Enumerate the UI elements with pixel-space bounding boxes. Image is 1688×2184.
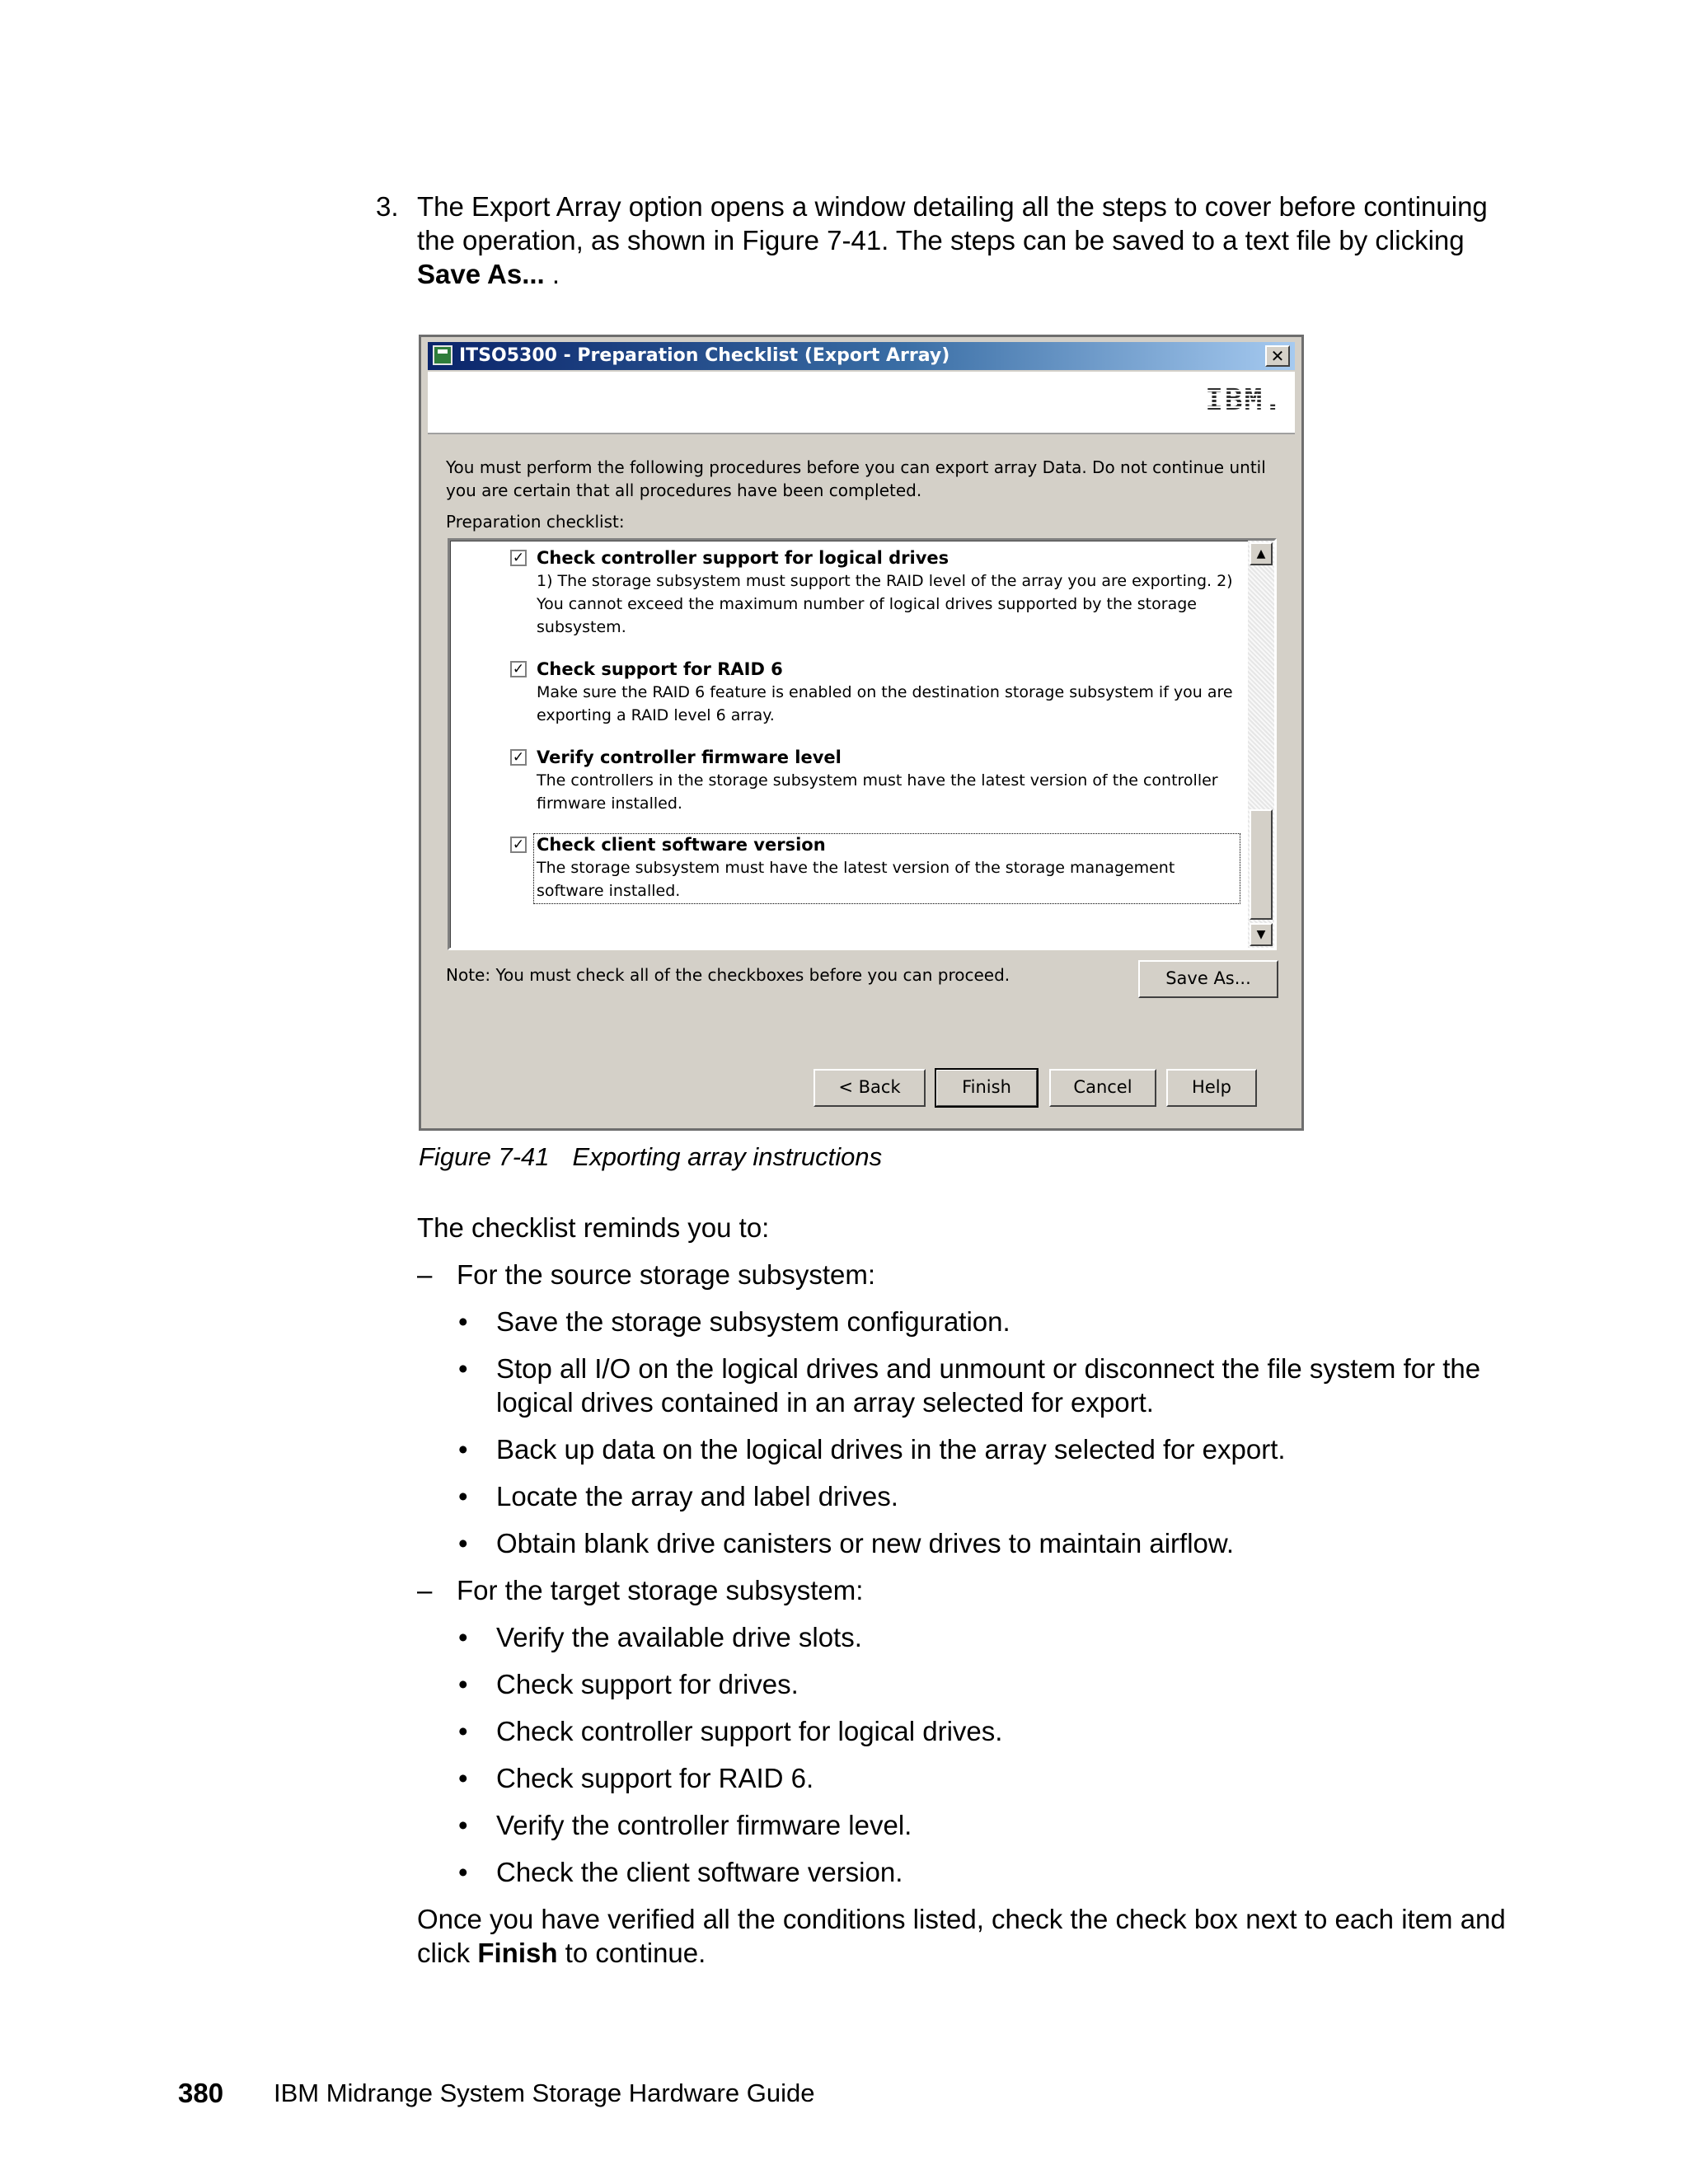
close-icon: ✕ [1270, 346, 1285, 366]
target-heading: For the target storage subsystem: [457, 1575, 864, 1605]
ibm-logo: IBM. [1205, 383, 1283, 417]
source-item: Save the storage subsystem configuration. [496, 1306, 1010, 1337]
checklist-item-description: 1) The storage subsystem must support the RAID level of the array you are exporting. 2) You cannot exceed the maximum number of logical drives supported by the storage subsystem. [537, 572, 1233, 636]
dialog-banner [428, 372, 1295, 434]
source-item: Obtain blank drive canisters or new drives to maintain airflow. [496, 1528, 1235, 1558]
check-mark-icon: ✓ [512, 661, 525, 677]
source-item: Locate the array and label drives. [496, 1481, 898, 1511]
finish-button[interactable]: Finish [935, 1069, 1038, 1107]
checklist-label: Preparation checklist: [446, 512, 625, 532]
dash-marker: – [417, 1575, 433, 1605]
source-item: Back up data on the logical drives in the array selected for export. [496, 1434, 1286, 1465]
source-heading: For the source storage subsystem: [457, 1259, 876, 1290]
scroll-down-button[interactable] [1250, 923, 1273, 946]
checkbox[interactable] [510, 837, 527, 853]
scroll-up-icon: ▲ [1256, 547, 1266, 560]
bullet-marker: • [458, 1481, 468, 1511]
bullet-marker: • [458, 1810, 468, 1840]
bullet-marker: • [458, 1434, 468, 1465]
step-3-save-as-bold: Save As... [417, 259, 545, 289]
bullet-marker: • [458, 1669, 468, 1699]
figure-caption [419, 1141, 882, 1174]
step-3-text-before: The Export Array option opens a window detailing all the steps to cover before continuing the operation, as shown in Figure 7-41. The steps can be saved to a text file by clicking [417, 191, 1488, 255]
checklist-item-title: Check controller support for logical drives [537, 548, 950, 568]
source-item: Stop all I/O on the logical drives and unmount or disconnect the file system for the logical drives contained in an array selected for export. [496, 1353, 1481, 1418]
scroll-down-icon: ▼ [1256, 928, 1266, 941]
dialog-title: ITSO5300 - Preparation Checklist (Export Array) [459, 345, 950, 366]
step-3-text-after: . [544, 259, 560, 289]
check-mark-icon: ✓ [512, 837, 525, 853]
bullet-marker: • [458, 1353, 468, 1384]
dialog-note: Note: You must check all of the checkboxes before you can proceed. [446, 965, 1010, 985]
checklist-item-title: Check support for RAID 6 [537, 659, 783, 679]
bullet-marker: • [458, 1763, 468, 1793]
figure-title: Exporting array instructions [572, 1142, 883, 1171]
bullet-marker: • [458, 1528, 468, 1558]
dialog-title-bar [428, 342, 1295, 370]
bullet-marker: • [458, 1716, 468, 1746]
dialog-intro-text: You must perform the following procedures before you can export array Data. Do not continue until you are certain that all procedures have been completed. [446, 457, 1266, 500]
scroll-up-button[interactable] [1250, 542, 1273, 565]
book-title: IBM Midrange System Storage Hardware Guide [274, 2079, 815, 2107]
cancel-button[interactable]: Cancel [1049, 1069, 1156, 1107]
bullet-marker: • [458, 1857, 468, 1887]
checkbox[interactable] [510, 661, 527, 677]
save-as-button[interactable]: Save As... [1138, 960, 1278, 998]
step-number: 3. [376, 191, 399, 222]
closing-text-after: to continue. [557, 1938, 706, 1968]
scroll-thumb[interactable] [1250, 809, 1273, 920]
checklist-item-title: Check client software version [537, 835, 826, 855]
checklist-item-description: The controllers in the storage subsystem must have the latest version of the controller firmware installed. [537, 771, 1218, 813]
checklist-intro: The checklist reminds you to: [417, 1212, 770, 1243]
page-number: 380 [178, 2078, 224, 2108]
preparation-checklist-dialog [419, 335, 1304, 1131]
closing-text-before: Once you have verified all the conditions listed, check the check box next to each item and click [417, 1904, 1506, 1968]
checklist-item-title: Verify controller firmware level [537, 748, 842, 767]
close-button[interactable] [1265, 345, 1290, 367]
vertical-scrollbar[interactable] [1248, 541, 1274, 948]
closing-finish-bold: Finish [477, 1938, 558, 1968]
bullet-marker: • [458, 1622, 468, 1652]
closing-paragraph [417, 1902, 1522, 1970]
dash-marker: – [417, 1259, 433, 1290]
target-item: Check the client software version. [496, 1857, 903, 1887]
checklist-item-description: Make sure the RAID 6 feature is enabled on the destination storage subsystem if you are exporting a RAID level 6 array. [537, 683, 1233, 724]
step-3-text [417, 190, 1522, 291]
checklist-item-description: The storage subsystem must have the latest version of the storage management software installed. [537, 859, 1175, 900]
back-button[interactable]: < Back [814, 1069, 926, 1107]
target-item: Check controller support for logical drives. [496, 1716, 1003, 1746]
check-mark-icon: ✓ [512, 550, 525, 566]
target-item: Verify the controller firmware level. [496, 1810, 912, 1840]
checklist-listbox[interactable] [448, 538, 1277, 950]
checkbox[interactable] [510, 749, 527, 766]
help-button[interactable]: Help [1166, 1069, 1257, 1107]
app-window-icon [433, 345, 452, 365]
figure-label: Figure 7-41 [419, 1142, 550, 1171]
target-item: Check support for drives. [496, 1669, 799, 1699]
checklist-content [450, 541, 1248, 948]
target-item: Check support for RAID 6. [496, 1763, 814, 1793]
check-mark-icon: ✓ [512, 749, 525, 766]
checkbox[interactable] [510, 550, 527, 566]
bullet-marker: • [458, 1306, 468, 1337]
target-item: Verify the available drive slots. [496, 1622, 862, 1652]
